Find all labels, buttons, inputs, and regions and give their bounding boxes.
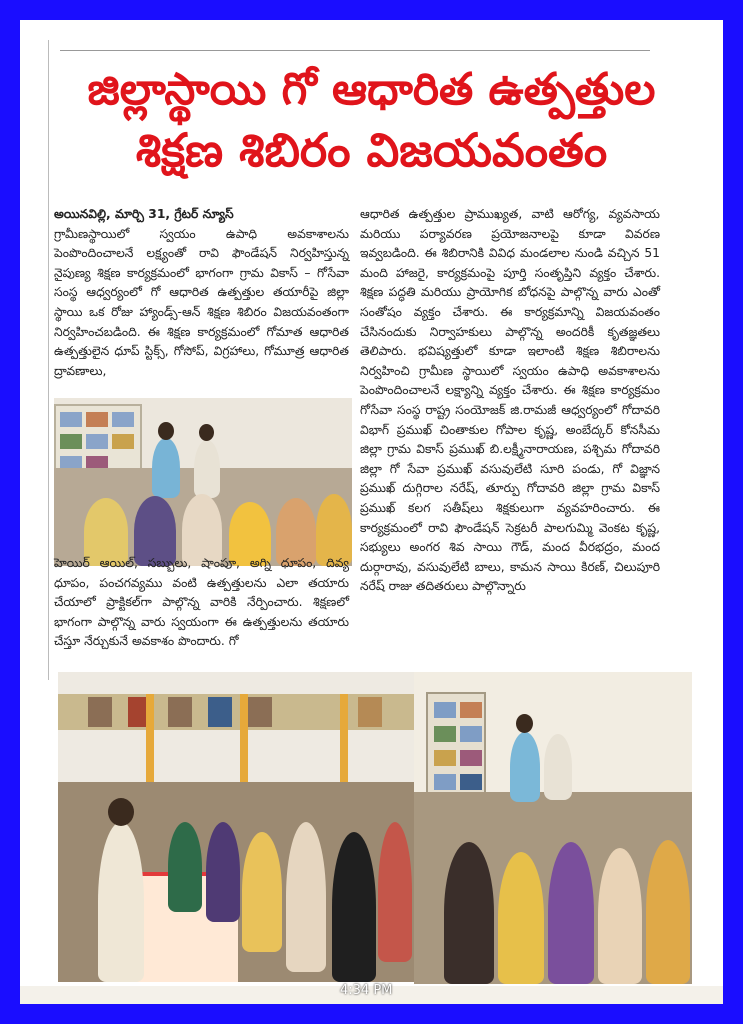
newspaper-clipping xyxy=(20,20,723,1004)
article-paragraph-1: గ్రామీణస్థాయిలో స్వయం ఉపాధి అవకాశాలను పెంపొందించాలనే లక్ష్యంతో రావి ఫౌండేషన్ నిర్వహిస్తున్న నైపుణ్య శిక్షణ కార్యక్రమంలో భాగంగా గ్రామ వికాస్ – గోసేవా సంస్థ ఆధ్వర్యంలో గో ఆధారిత ఉత్పత్తుల తయారీపై జిల్లా స్థాయి ఒక రోజు హ్యాండ్స్-ఆన్ శిక్షణ శిబిరం విజయవంతంగా నిర్వహించబడింది. ఈ శిక్షణ కార్యక్రమంలో గోమాత ఆధారిత ఉత్పత్తులైన ధూప్ స్టిక్స్, గోసోప్, విగ్రహాలు, గోమూత్ర ఆధారిత ద్రావణాలు, xyxy=(54,226,349,378)
dateline: అయినవిల్లి, మార్చి 31, గ్రేటర్ న్యూస్ xyxy=(54,207,234,221)
headline-line-2: శిక్షణ శిబిరం విజయవంతం xyxy=(135,123,608,178)
headline xyxy=(40,60,703,181)
article-column-left-bottom xyxy=(54,554,349,652)
article-column-right xyxy=(360,205,660,597)
headline-line-1: జిల్లాస్థాయి గో ఆధారిత ఉత్పత్తుల xyxy=(87,64,656,115)
top-rule xyxy=(60,50,650,51)
training-photo-2 xyxy=(58,672,415,982)
article-column-left-top xyxy=(54,205,349,381)
training-photo-1 xyxy=(54,398,352,566)
article-paragraph-3: ఆధారిత ఉత్పత్తుల ప్రాముఖ్యత, వాటి ఆరోగ్య, వ్యవసాయ మరియు పర్యావరణ ప్రయోజనాలపై కూడా వివరణ ఇవ్వబడింది. ఈ శిబిరానికి వివిధ మండలాల నుండి వచ్చిన 51 మంది హాజరై, కార్యక్రమంపై పూర్తి సంతృప్తిని వ్యక్తం చేశారు. శిక్షణ పద్ధతి మరియు ప్రాయోగిక బోధనపై పాల్గొన్న వారు ఎంతో సంతోషం వ్యక్తం చేశారు. ఈ కార్యక్రమాన్ని విజయవంతం చేసినందుకు నిర్వాహకులు పాల్గొన్న అందరికీ కృతజ్ఞతలు తెలిపారు. భవిష్యత్తులో కూడా ఇలాంటి శిక్షణ శిబిరాలను నిర్వహించి గ్రామీణ స్థాయిలో స్వయం ఉపాధి అవకాశాలను పెంపొందించాలనే లక్ష్యాన్ని వ్యక్తం చేశారు. ఈ శిక్షణ కార్యక్రమం గోసేవా సంస్థ రాష్ట్ర సంయోజక్ జి.రామజీ ఆధ్వర్యంలో గోదావరి విభాగ్ ప్రముఖ్ చింతాకుల గోపాల కృష్ణ, అంబేద్కర్ కోనసీమ జిల్లా గ్రామ వికాస్ ప్రముఖ్ బి.లక్ష్మీనారాయణ, పశ్చిమ గోదావరి జిల్లా గో సేవా ప్రముఖ్ వసువులేటి సూరి పండు, గో విజ్ఞాన ప్రముఖ్ దుగ్గిరాల నరేష్, తూర్పు గోదావరి జిల్లా గ్రామ వికాస్ ప్రముఖ్ కలగ సతీష్‌లు శిక్షకులుగా వ్యవహరించారు. ఈ కార్యక్రమంలో రావి ఫౌండేషన్ సెక్రటరీ పాలగుమ్మి వెంకట కృష్ణ, సభ్యులు అంగర శివ సాయి గౌడ్, మంద వీరభద్రం, మంద దుర్గారావు, వసువులేటి బాలు, కామన సాయి కిరణ్, చిలుపూరి నరేష్ రాజు తదితరులు పాల్గొన్నారు xyxy=(360,207,660,594)
photo-timestamp: 4:34 PM xyxy=(340,983,393,998)
training-photo-3 xyxy=(414,672,692,984)
article-paragraph-2: హెయిర్ ఆయిల్, సబ్బులు, షాంపూ, అగ్ని ధూపం, దివ్య ధూపం, పంచగవ్యము వంటి ఉత్పత్తులను ఎలా తయారు చేయాలో ప్రాక్టికల్‌గా పాల్గొన్న వారికి నేర్పించారు. శిక్షణలో భాగంగా పాల్గొన్న వారు స్వయంగా ఈ ఉత్పత్తులను తయారు చేస్తూ నేర్చుకునే అవకాశం పొందారు. గో xyxy=(54,556,349,649)
